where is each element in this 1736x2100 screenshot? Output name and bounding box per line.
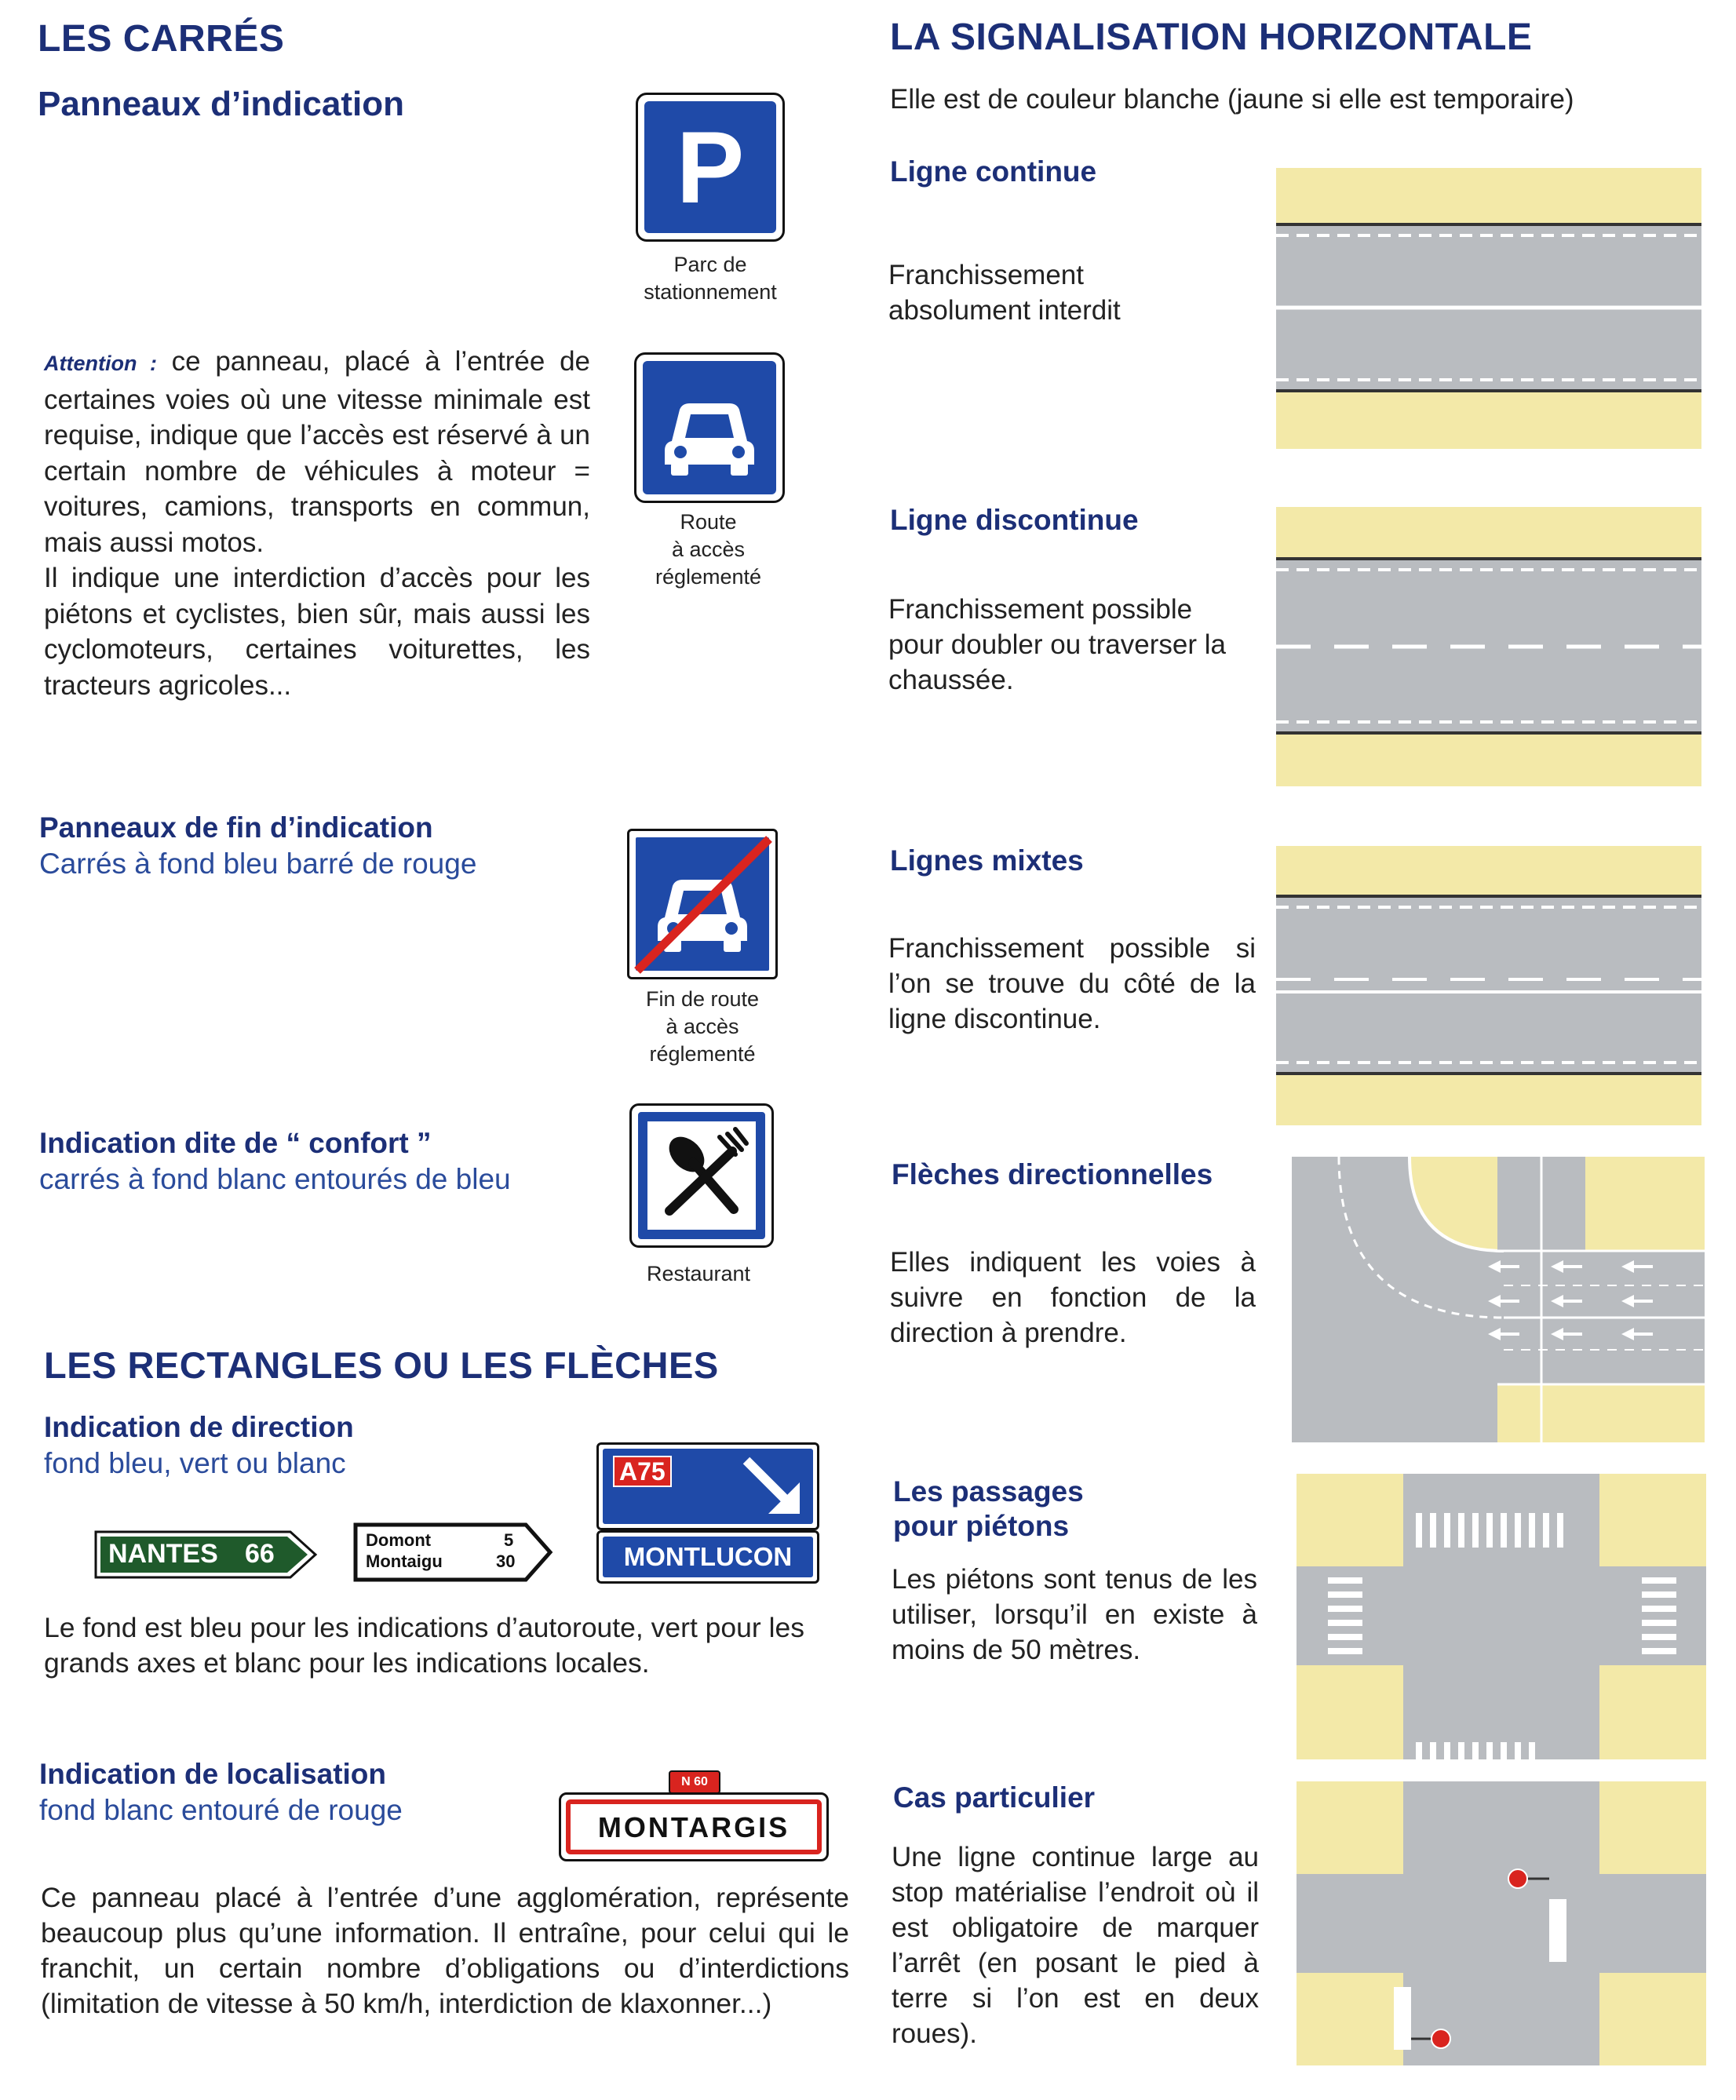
montargis-label: MONTARGIS [597,1811,790,1843]
direction-subtitle: fond bleu, vert ou blanc [44,1447,346,1479]
agglomeration-paragraph: Ce panneau placé à l’entrée d’une agglomération, représente beaucoup plus qu’une information. Il entraîne, pour celui qui le franchit, un certain nombre d’obligations ou d’interdictions (limitation de vitesse à 50 km/h, interdiction de klaxonner...) [41,1882,849,2019]
fin-caption-line: à accès [666,1015,739,1038]
cas-particulier-text: Une ligne continue large au stop matérialise l’endroit où il est obligatoire de marquer l’arrêt (en posant le pied à terre si l’on est en deux roues). [892,1842,1259,2049]
passages-title-line-1: Les passages [893,1475,1084,1508]
attention-label: Attention : [44,352,157,375]
ligne-continue-illustration [1276,168,1701,449]
montaigu-city: Montaigu [366,1551,443,1571]
parking-caption-line: stationnement [644,280,777,304]
ligne-continue-title: Ligne continue [890,155,1097,188]
route-acces-reglemente-sign [634,352,785,503]
parking-sign [636,93,785,242]
panneaux-indication-title: Panneaux d’indication [38,85,404,123]
ligne-discontinue-title: Ligne discontinue [890,504,1139,536]
route-caption-line: à accès [671,538,746,561]
montargis-sign [559,1792,829,1861]
montlucon-label: MONTLUCON [623,1542,793,1571]
fin-caption-line: réglementé [649,1042,756,1066]
arrow-down-right-icon [740,1454,804,1518]
domont-city: Domont [366,1530,432,1550]
parking-letter: P [676,110,745,224]
fleches-title: Flèches directionnelles [892,1158,1213,1190]
parking-caption [612,251,808,306]
fleches-illustration [1292,1157,1705,1442]
localisation-subtitle: fond blanc entouré de rouge [39,1794,403,1826]
passages-illustration [1297,1474,1706,1759]
fleches-text: Elles indiquent les voies à suivre en fonction de la direction à prendre. [890,1247,1256,1348]
restaurant-caption: Restaurant [646,1262,751,1285]
section-title-signalisation: LA SIGNALISATION HORIZONTALE [890,16,1533,58]
restaurant-sign [629,1103,774,1248]
passages-text: Les piétons sont tenus de les utiliser, lorsqu’il en existe à moins de 50 mètres. [892,1564,1257,1665]
confort-title: Indication dite de “ confort ” [39,1127,432,1159]
fin-indication-subtitle: Carrés à fond bleu barré de rouge [39,848,477,880]
fin-indication-title: Panneaux de fin d’indication [39,811,433,844]
lignes-mixtes-title: Lignes mixtes [890,844,1084,877]
nantes-city: NANTES [108,1539,218,1569]
attention-paragraph [44,344,590,703]
ligne-discontinue-illustration [1276,507,1701,786]
section-title-carres: LES CARRÉS [38,18,285,60]
passages-title-line-2: pour piétons [893,1510,1070,1542]
fond-paragraph: Le fond est bleu pour les indications d’autoroute, vert pour les grands axes et blanc pour les indications locales. [44,1612,804,1679]
car-icon [636,355,782,501]
parking-caption-line: Parc de [673,253,747,276]
attention-text: ce panneau, placé à l’entrée de certaines voies où une vitesse minimale est requise, indique que l’accès est réservé à un certain nombre de véhicules à moteur = voitures, camions, transports en commun, mais aussi motos. [44,346,590,558]
attention-text-2: Il indique une interdiction d’accès pour les piétons et cyclistes, bien sûr, mais aussi les cyclomoteurs, certaines voiturettes, les tracteurs agricoles... [44,563,590,701]
fork-spoon-icon [632,1106,771,1245]
montlucon-sign [596,1530,819,1584]
route-caption-line: réglementé [655,565,762,589]
car-crossed-icon [629,831,775,977]
cas-particulier-illustration [1297,1781,1706,2065]
confort-subtitle: carrés à fond blanc entourés de bleu [39,1163,511,1195]
section-title-rectangles: LES RECTANGLES OU LES FLÈCHES [44,1344,719,1386]
localisation-title: Indication de localisation [39,1758,387,1790]
montaigu-distance: 30 [496,1551,516,1571]
direction-title: Indication de direction [44,1411,354,1443]
fin-caption-line: Fin de route [645,987,760,1011]
fin-route-caption [604,986,801,1068]
ligne-discontinue-text: Franchissement possible pour doubler ou traverser la chaussée. [888,594,1226,695]
domont-distance: 5 [504,1530,514,1550]
route-caption-line: Route [680,510,737,534]
lignes-mixtes-text: Franchissement possible si l’on se trouve du côté de la ligne discontinue. [888,933,1256,1034]
cas-particulier-title: Cas particulier [893,1781,1096,1814]
n60-badge: N 60 [669,1770,720,1794]
route-caption [612,509,804,591]
fin-route-acces-sign [627,829,778,979]
nantes-distance: 66 [245,1539,275,1569]
a75-sign [596,1442,819,1530]
intro-text: Elle est de couleur blanche (jaune si elle est temporaire) [890,84,1574,115]
lignes-mixtes-illustration [1276,846,1701,1125]
ligne-continue-text: Franchissement absolument interdit [888,260,1121,326]
a75-label: A75 [613,1456,672,1487]
